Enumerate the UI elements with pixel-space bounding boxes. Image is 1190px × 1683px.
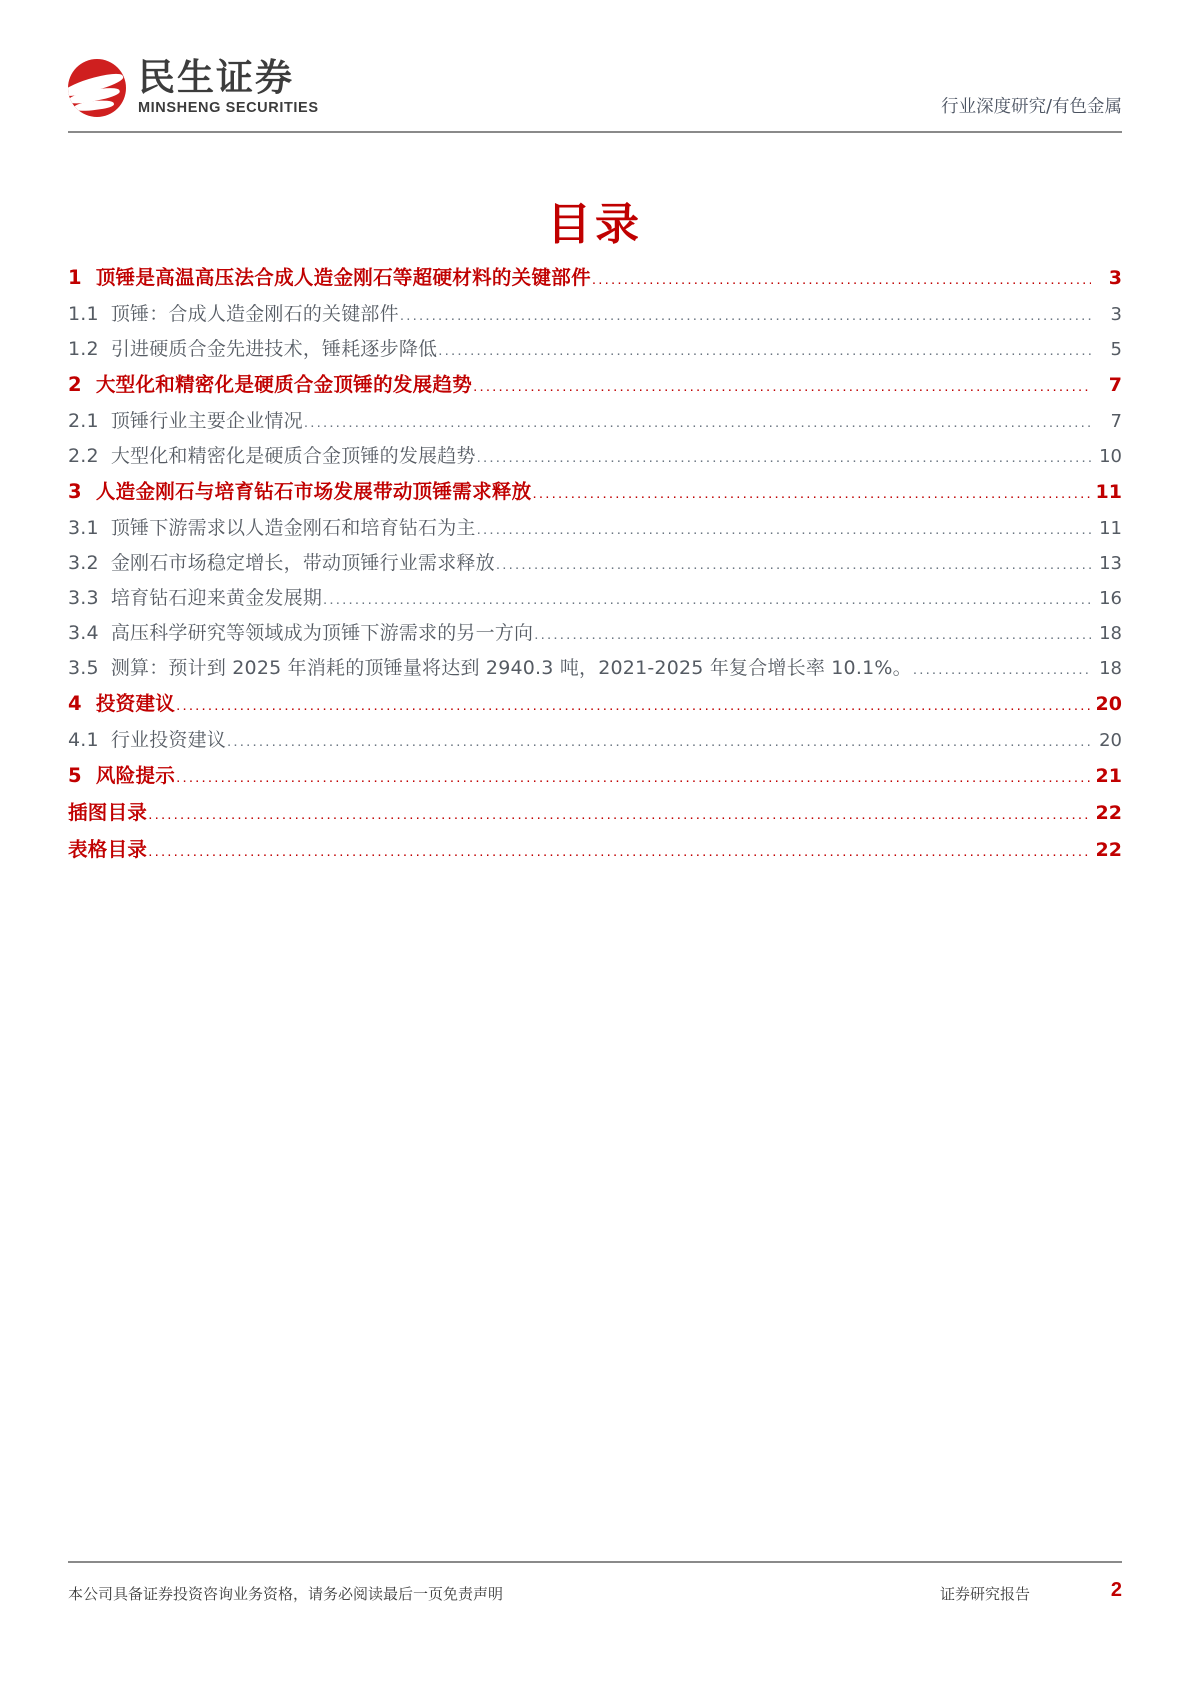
toc-leader-dots [534,627,1091,643]
toc-leader-dots [304,415,1091,431]
toc-leader-dots [176,770,1091,786]
toc-entry[interactable] [68,760,1122,797]
page-title: 目录 [547,199,643,250]
toc-entry-label [68,262,591,290]
toc-entry-text: 大型化和精密化是硬质合金顶锤的发展趋势 [95,373,473,396]
table-of-contents [68,262,1122,871]
toc-entry-number: 4.1 [68,729,99,751]
toc-entry-label [68,725,226,752]
toc-entry-text: 表格目录 [68,838,148,861]
toc-leader-dots [473,379,1091,395]
toc-entry-label [68,369,472,397]
toc-entry-text: 高压科学研究等领域成为顶锤下游需求的另一方向 [110,622,534,644]
toc-leader-dots [913,662,1091,678]
toc-entry-page-number: 22 [1095,802,1122,824]
toc-entry-number: 3 [68,480,82,503]
toc-entry-text: 金刚石市场稳定增长，带动顶锤行业需求释放 [110,552,495,574]
toc-entry[interactable] [68,334,1122,369]
footer-report-label: 证券研究报告 [939,1585,1030,1603]
logo-wordmark [138,58,319,117]
toc-entry-text: 大型化和精密化是硬质合金顶锤的发展趋势 [110,445,476,467]
toc-entry[interactable] [68,834,1122,871]
toc-entry-text: 顶锤是高温高压法合成人造金刚石等超硬材料的关键部件 [95,266,591,289]
toc-leader-dots [477,522,1091,538]
toc-entry-label [68,513,476,540]
toc-entry[interactable] [68,299,1122,334]
toc-entry-page-number: 16 [1099,588,1122,609]
toc-entry-number: 3.5 [68,657,99,679]
toc-entry-text: 人造金刚石与培育钻石市场发展带动顶锤需求释放 [95,480,532,503]
toc-leader-dots [323,592,1091,608]
toc-leader-dots [592,272,1091,288]
toc-leader-dots [148,844,1091,860]
toc-entry[interactable] [68,262,1122,299]
toc-entry-label [68,476,531,504]
toc-entry[interactable] [68,688,1122,725]
toc-entry[interactable] [68,406,1122,441]
logo-english-name: MINSHENG SECURITIES [138,100,319,116]
company-logo [68,58,319,117]
toc-entry-label [68,441,476,468]
toc-entry[interactable] [68,725,1122,760]
toc-entry[interactable] [68,441,1122,476]
toc-entry-number: 2.2 [68,445,99,467]
toc-entry[interactable] [68,653,1122,688]
toc-entry-number: 4 [68,692,82,715]
header-divider [68,131,1122,133]
toc-entry-number: 1.2 [68,338,99,360]
toc-entry-number: 2 [68,373,82,396]
toc-entry-page-number: 11 [1099,518,1122,539]
toc-entry-number: 3.2 [68,552,99,574]
toc-leader-dots [496,557,1091,573]
toc-entry-page-number: 18 [1099,658,1122,679]
toc-entry-page-number: 18 [1099,623,1122,644]
toc-entry-text: 培育钻石迎来黄金发展期 [110,587,323,609]
toc-leader-dots [477,450,1091,466]
toc-entry-page-number: 21 [1095,765,1122,787]
toc-entry-page-number: 5 [1110,339,1122,360]
toc-entry-label [68,618,533,645]
toc-entry-number: 1 [68,266,82,289]
toc-entry-text: 引进硬质合金先进技术，锤耗逐步降低 [110,338,438,360]
toc-entry[interactable] [68,583,1122,618]
toc-entry-text: 插图目录 [68,801,148,824]
toc-entry-text: 顶锤下游需求以人造金刚石和培育钻石为主 [110,517,476,539]
toc-entry-page-number: 22 [1095,839,1122,861]
toc-leader-dots [400,308,1091,324]
toc-entry-label [68,688,175,716]
page-footer [68,1561,1122,1621]
footer-divider [68,1561,1122,1563]
toc-entry-page-number: 20 [1095,693,1122,715]
toc-entry-number: 3.1 [68,517,99,539]
toc-entry-label [68,299,399,326]
toc-entry-number: 3.4 [68,622,99,644]
toc-leader-dots [438,343,1091,359]
toc-entry-label [68,334,437,361]
toc-entry-label [68,583,322,610]
minsheng-logo-icon [68,59,126,117]
toc-entry-page-number: 3 [1110,304,1122,325]
toc-leader-dots [532,486,1091,502]
toc-entry-text: 风险提示 [95,764,176,787]
toc-entry-label [68,760,175,788]
toc-entry-text: 顶锤行业主要企业情况 [110,410,303,432]
toc-entry-page-number: 20 [1099,730,1122,751]
toc-entry[interactable] [68,476,1122,513]
toc-entry-page-number: 11 [1095,481,1122,503]
toc-entry-number: 2.1 [68,410,99,432]
toc-entry-page-number: 10 [1099,446,1122,467]
page-header [0,0,1190,140]
toc-entry-page-number: 13 [1099,553,1122,574]
footer-disclaimer: 本公司具备证券投资咨询业务资格，请务必阅读最后一页免责声明 [68,1585,504,1603]
toc-entry-text: 行业投资建议 [110,729,227,751]
toc-entry-label [68,406,303,433]
toc-entry-label [68,548,495,575]
logo-chinese-name: 民生证券 [138,56,294,99]
toc-entry-page-number: 7 [1108,374,1122,396]
toc-entry[interactable] [68,548,1122,583]
footer-page-number: 2 [1110,1579,1122,1601]
toc-entry[interactable] [68,618,1122,653]
toc-entry-number: 3.3 [68,587,99,609]
toc-entry[interactable] [68,513,1122,548]
toc-entry-label [68,653,912,680]
toc-leader-dots [176,698,1091,714]
toc-entry-label [68,834,147,862]
toc-leader-dots [148,807,1091,823]
toc-entry-text: 顶锤：合成人造金刚石的关键部件 [110,303,399,325]
toc-entry-text: 测算：预计到 2025 年消耗的顶锤量将达到 2940.3 吨，2021-2025 年复合增长率 10.1%。 [110,657,912,679]
toc-entry-number: 5 [68,764,82,787]
header-category-label: 行业深度研究/有色金属 [941,97,1122,117]
toc-entry-page-number: 7 [1110,411,1122,432]
toc-entry-number: 1.1 [68,303,99,325]
toc-entry-page-number: 3 [1108,267,1122,289]
toc-leader-dots [227,734,1091,750]
toc-entry[interactable] [68,797,1122,834]
toc-entry-text: 投资建议 [95,692,176,715]
toc-entry-label [68,797,147,825]
toc-entry[interactable] [68,369,1122,406]
